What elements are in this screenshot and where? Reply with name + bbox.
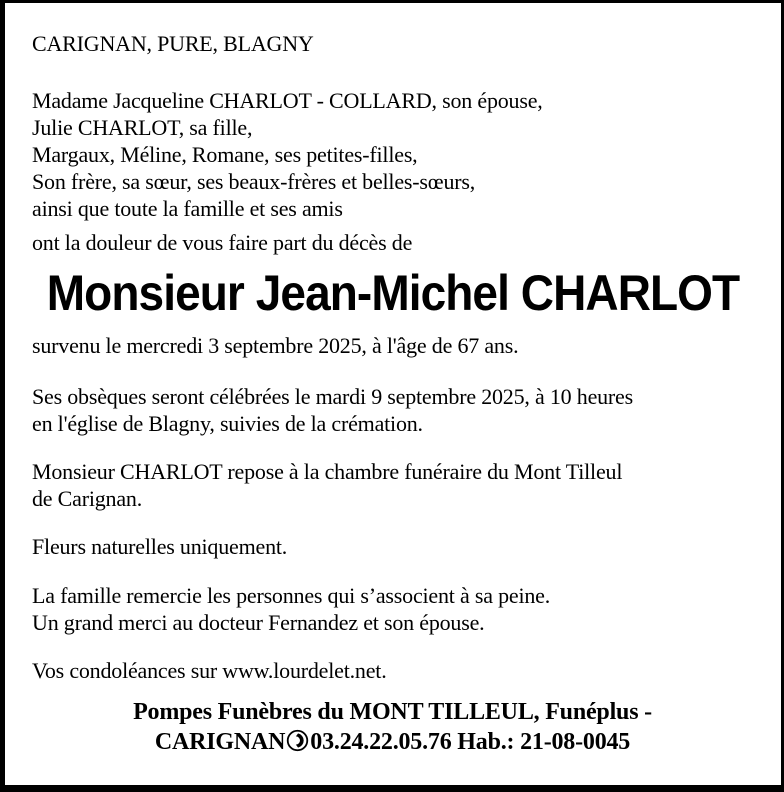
funeral-home-line1: Pompes Funèbres du MONT TILLEUL, Funéplus - [133, 699, 652, 725]
family-line: ainsi que toute la famille et ses amis [32, 196, 343, 221]
thanks-paragraph [32, 582, 753, 636]
family-line: Son frère, sa sœur, ses beaux-frères et belles-sœurs, [32, 169, 476, 194]
announcement-line: ont la douleur de vous faire part du décès de [32, 230, 413, 255]
death-date-line: survenu le mercredi 3 septembre 2025, à l'âge de 67 ans. [32, 333, 519, 358]
family-line: Madame Jacqueline CHARLOT - COLLARD, son épouse, [32, 88, 543, 113]
deceased-name: Monsieur Jean-Michel CHARLOT [46, 265, 739, 321]
family-line: Margaux, Méline, Romane, ses petites-filles, [32, 142, 418, 167]
ceremony-paragraph [32, 383, 753, 437]
funeral-home-line2 [32, 727, 753, 757]
telephone-circle-icon [286, 729, 309, 752]
thanks-line: Un grand merci au docteur Fernandez et son épouse. [32, 610, 485, 635]
thanks-line: La famille remercie les personnes qui s’associent à sa peine. [32, 583, 551, 608]
ceremony-line: Ses obsèques seront célébrées le mardi 9 septembre 2025, à 10 heures [32, 384, 633, 409]
family-list [32, 87, 753, 222]
repose-line: Monsieur CHARLOT repose à la chambre funéraire du Mont Tilleul [32, 459, 623, 484]
funeral-home-phone: 03.24.22.05.76 Hab.: 21-08-0045 [310, 729, 631, 755]
repose-line: de Carignan. [32, 486, 143, 511]
funeral-home-footer [32, 697, 753, 757]
condolences-line: Vos condoléances sur www.lourdelet.net. [32, 658, 387, 683]
flowers-line: Fleurs naturelles uniquement. [32, 534, 288, 559]
family-line: Julie CHARLOT, sa fille, [32, 115, 253, 140]
ceremony-line: en l'église de Blagny, suivies de la crémation. [32, 411, 423, 436]
funeral-home-town: CARIGNAN [154, 729, 286, 755]
repose-paragraph [32, 458, 753, 512]
towns-line: CARIGNAN, PURE, BLAGNY [32, 31, 314, 56]
deceased-name-block [32, 262, 753, 324]
